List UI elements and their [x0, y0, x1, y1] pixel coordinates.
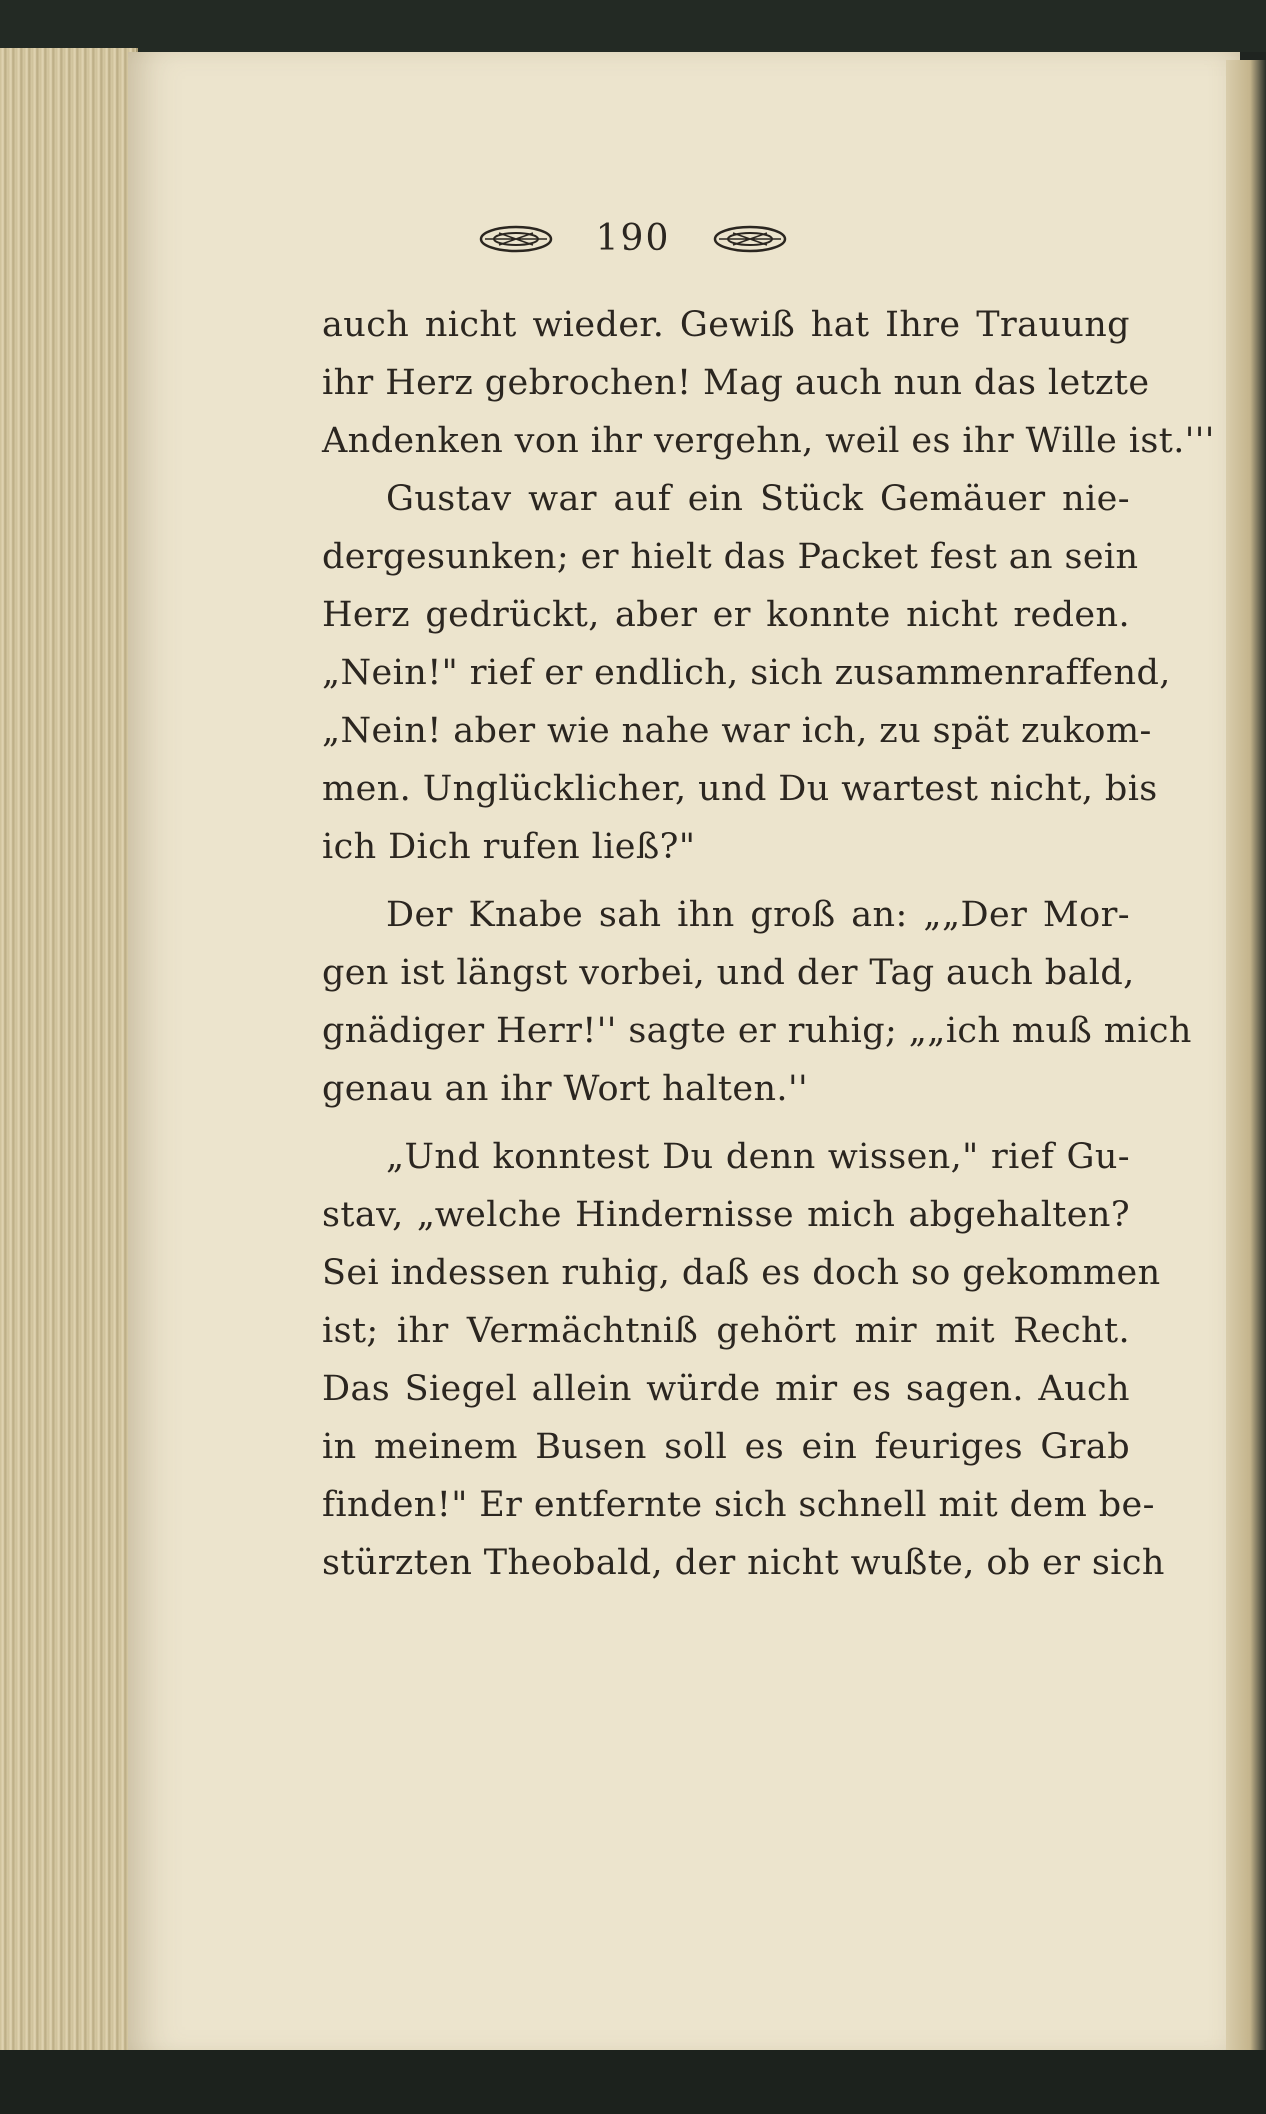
text-line: men. Unglücklicher, und Du wartest nicht, bis [322, 769, 1158, 809]
text-line: dergesunken; er hielt das Packet fest an sein [322, 537, 1139, 577]
text-line: Gustav war auf ein Stück Gemäuer nie- [386, 479, 1130, 519]
text-line: genau an ihr Wort halten.'' [322, 1069, 809, 1109]
text-line: Der Knabe sah ihn groß an: „„Der Mor- [386, 895, 1130, 935]
right-ornament-icon [713, 225, 787, 253]
text-line: ich Dich rufen ließ?" [322, 827, 696, 867]
text-line: Andenken von ihr vergehn, weil es ihr Wille ist.''' [322, 421, 1215, 461]
text-line: „Nein! aber wie nahe war ich, zu spät zukom- [322, 711, 1152, 751]
text-line: „Nein!" rief er endlich, sich zusammenraffend, [322, 653, 1171, 693]
text-line: ist; ihr Vermächtniß gehört mir mit Recht. [322, 1311, 1130, 1351]
text-line: stav, „welche Hindernisse mich abgehalten? [322, 1195, 1130, 1235]
text-line: Herz gedrückt, aber er konnte nicht reden. [322, 595, 1130, 635]
left-ornament-icon [479, 225, 553, 253]
text-line: Sei indessen ruhig, daß es doch so gekommen [322, 1253, 1161, 1293]
text-line: gnädiger Herr!'' sagte er ruhig; „„ich muß mich [322, 1011, 1192, 1051]
text-line: Das Siegel allein würde mir es sagen. Auch [322, 1369, 1130, 1409]
text-line: auch nicht wieder. Gewiß hat Ihre Trauung [322, 305, 1130, 345]
text-line: gen ist längst vorbei, und der Tag auch bald, [322, 953, 1135, 993]
text-line: „Und konntest Du denn wissen," rief Gu- [386, 1137, 1130, 1177]
text-line: stürzten Theobald, der nicht wußte, ob er sich [322, 1543, 1165, 1583]
page-header [0, 218, 1266, 268]
text-line: ihr Herz gebrochen! Mag auch nun das letzte [322, 363, 1150, 403]
book-right-edge [1226, 60, 1266, 2050]
scan-background-top [0, 0, 1266, 52]
book-page-edges [0, 48, 138, 2058]
text-line: in meinem Busen soll es ein feuriges Grab [322, 1427, 1130, 1467]
scan-background-bottom [0, 2050, 1266, 2114]
text-line: finden!" Er entfernte sich schnell mit dem be- [322, 1485, 1155, 1525]
page-number: 190 [595, 218, 671, 259]
